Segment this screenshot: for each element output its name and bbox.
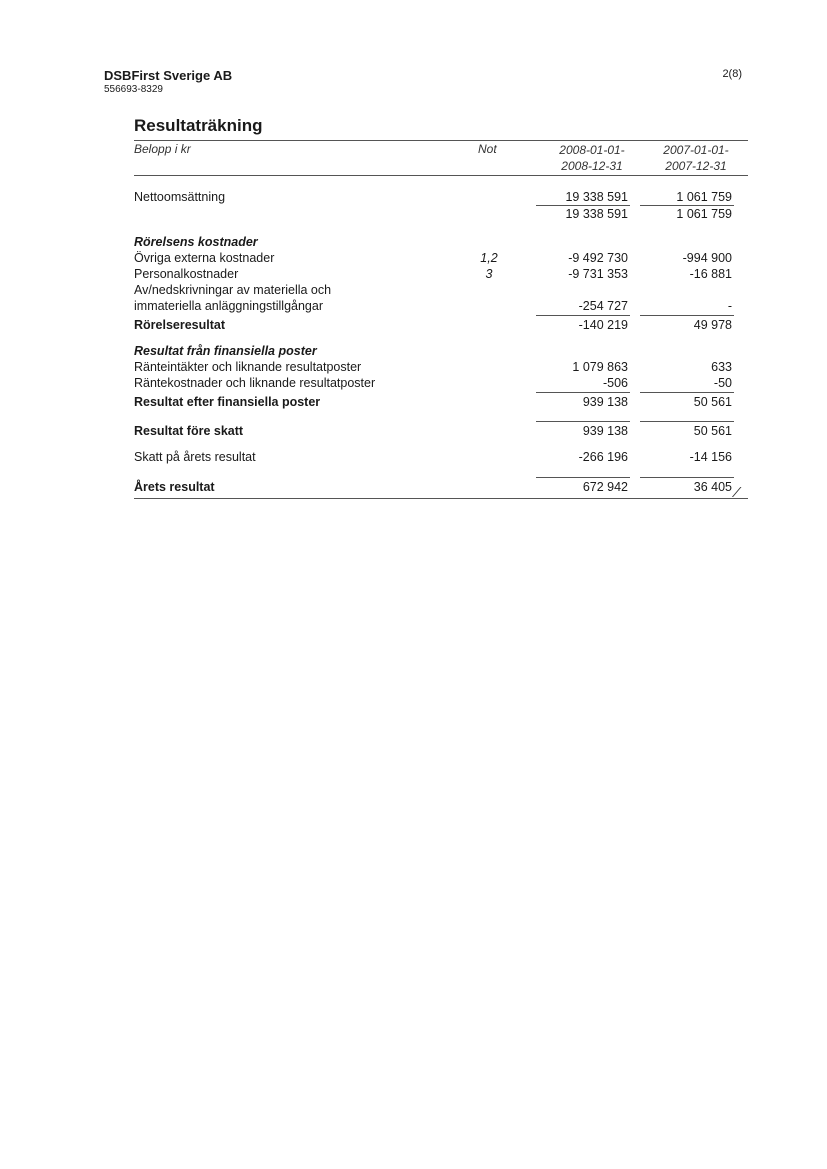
org-number: 556693-8329 — [104, 84, 163, 95]
value-2007: 50 561 — [693, 395, 732, 409]
row-label: Övriga externa kostnader — [134, 251, 275, 265]
statement-title: Resultaträkning — [134, 116, 263, 135]
period-2008-header — [544, 142, 640, 174]
row-personnel-costs — [134, 266, 734, 282]
row-operating-result — [134, 317, 734, 333]
section-heading: Resultat från finansiella poster — [134, 344, 317, 358]
header-rule — [134, 175, 748, 176]
row-net-sales-subtotal — [134, 206, 734, 222]
value-2008: -140 219 — [578, 318, 628, 332]
value-2008: 939 138 — [582, 395, 628, 409]
company-name: DSBFirst Sverige AB — [104, 68, 233, 83]
section-heading: Rörelsens kostnader — [134, 235, 258, 249]
row-label: Årets resultat — [134, 480, 215, 494]
underline-2008 — [536, 421, 630, 422]
underline-2008 — [536, 315, 630, 316]
row-label: Av/nedskrivningar av materiella och — [134, 283, 332, 297]
row-result-after-financial — [134, 394, 734, 410]
value-2007: -16 881 — [689, 267, 732, 281]
section-financial-items — [134, 343, 734, 359]
note-ref: 1,2 — [480, 251, 498, 265]
title-rule — [134, 140, 748, 141]
row-label: Personalkostnader — [134, 267, 239, 281]
closing-rule — [134, 498, 748, 499]
underline-2007 — [640, 392, 734, 393]
value-2007: -14 156 — [689, 450, 732, 464]
value-2008: 1 079 863 — [572, 360, 628, 374]
value-2008: -9 492 730 — [568, 251, 628, 265]
value-2007: 1 061 759 — [676, 207, 732, 221]
row-label: Resultat före skatt — [134, 424, 244, 438]
value-2007: 49 978 — [693, 318, 732, 332]
period-2008-start: 2008-01-01- — [559, 143, 625, 157]
page-number: 2(8) — [722, 68, 742, 80]
checkmark-icon: ⁄ — [736, 484, 739, 501]
row-net-sales — [134, 189, 734, 205]
row-label: Resultat efter finansiella poster — [134, 395, 321, 409]
row-net-result — [134, 479, 734, 495]
row-depreciation — [134, 298, 734, 314]
underline-2007 — [640, 315, 734, 316]
period-2008-end: 2008-12-31 — [561, 159, 623, 173]
row-label: Rörelseresultat — [134, 318, 226, 332]
note-column-header: Not — [478, 142, 497, 156]
period-2007-header — [648, 142, 744, 174]
row-label: Nettoomsättning — [134, 190, 226, 204]
value-2007: -50 — [713, 376, 732, 390]
value-2007: 36 405 — [693, 480, 732, 494]
row-label: Räntekostnader och liknande resultatposter — [134, 376, 376, 390]
period-2007-end: 2007-12-31 — [665, 159, 727, 173]
row-result-before-tax — [134, 423, 734, 439]
row-interest-income — [134, 359, 734, 375]
value-2008: -506 — [602, 376, 628, 390]
value-2007: 50 561 — [693, 424, 732, 438]
row-label: immateriella anläggningstillgångar — [134, 299, 323, 313]
row-label: Skatt på årets resultat — [134, 450, 256, 464]
value-2008: -254 727 — [578, 299, 628, 313]
value-2008: 19 338 591 — [565, 207, 628, 221]
row-interest-expenses — [134, 375, 734, 391]
value-2007: 1 061 759 — [676, 190, 732, 204]
value-2008: -9 731 353 — [568, 267, 628, 281]
value-2008: 19 338 591 — [565, 190, 628, 204]
amount-unit-label: Belopp i kr — [134, 142, 191, 156]
underline-2008 — [536, 392, 630, 393]
value-2008: 672 942 — [582, 480, 628, 494]
section-operating-costs — [134, 234, 734, 250]
row-label: Ränteintäkter och liknande resultatposter — [134, 360, 362, 374]
row-tax — [134, 449, 734, 465]
value-2008: 939 138 — [582, 424, 628, 438]
underline-2007 — [640, 421, 734, 422]
value-2007: - — [727, 299, 732, 313]
row-other-external-costs — [134, 250, 734, 266]
underline-2007 — [640, 477, 734, 478]
value-2007: 633 — [711, 360, 732, 374]
period-2007-start: 2007-01-01- — [663, 143, 729, 157]
underline-2008 — [536, 477, 630, 478]
value-2008: -266 196 — [578, 450, 628, 464]
row-depreciation-line1 — [134, 282, 734, 298]
value-2007: -994 900 — [682, 251, 732, 265]
note-ref: 3 — [485, 267, 493, 281]
